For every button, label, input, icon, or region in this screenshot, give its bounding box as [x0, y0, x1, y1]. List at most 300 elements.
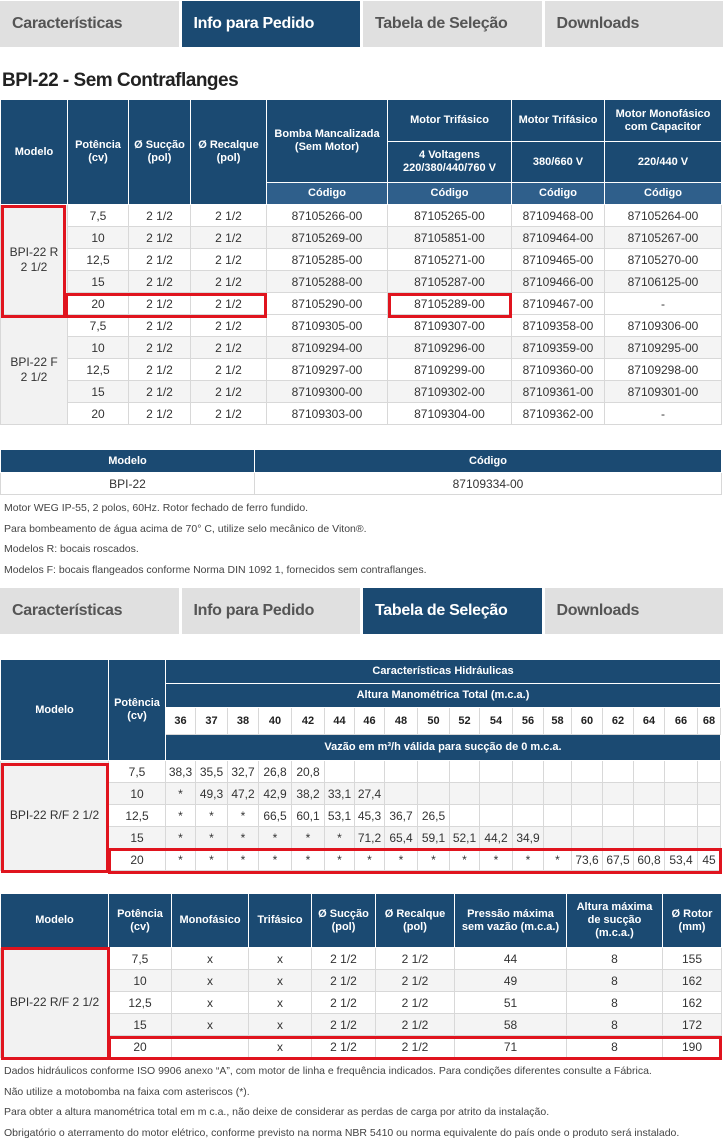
- model-cell: BPI-22 R/F 2 1/2: [1, 761, 109, 871]
- tab-bar-top: [0, 1, 723, 47]
- flow-cell: *: [480, 849, 513, 871]
- note: Modelos F: bocais flangeados conforme Norma DIN 1092 1, fornecidos sem contraflanges.: [4, 563, 427, 576]
- col-bomba: Bomba Mancalizada (Sem Motor): [267, 100, 388, 183]
- table-cell: 10: [109, 970, 172, 992]
- table-cell: 2 1/2: [376, 970, 455, 992]
- table-row: [1, 249, 722, 271]
- flow-cell: *: [325, 849, 355, 871]
- table-cell: 2 1/2: [129, 381, 191, 403]
- table-cell: 2 1/2: [191, 315, 267, 337]
- table-cell: 2 1/2: [191, 293, 267, 315]
- table-cell: 8: [567, 1036, 663, 1058]
- table-cell: 2 1/2: [191, 205, 267, 227]
- flow-cell: [544, 827, 572, 849]
- table-cell: 172: [663, 1014, 722, 1036]
- hyd-col-modelo: Modelo: [1, 660, 109, 761]
- table-cell: x: [172, 1014, 249, 1036]
- table-cell: 2 1/2: [129, 359, 191, 381]
- flow-cell: 45: [698, 849, 721, 871]
- height-header: 50: [418, 708, 450, 735]
- model-cell: BPI-22 F 2 1/2: [1, 315, 68, 425]
- flow-cell: 38,2: [292, 783, 325, 805]
- table-row: [1, 227, 722, 249]
- height-header: 44: [325, 708, 355, 735]
- flow-cell: 27,4: [355, 783, 385, 805]
- flow-cell: *: [196, 805, 228, 827]
- flow-cell: [665, 761, 698, 783]
- spec-col-header: Potência (cv): [109, 894, 172, 948]
- table-cell: 162: [663, 992, 722, 1014]
- height-header: 46: [355, 708, 385, 735]
- flow-cell: [698, 827, 721, 849]
- height-header: 60: [572, 708, 603, 735]
- flow-cell: 66,5: [259, 805, 292, 827]
- table-row: [1, 761, 721, 783]
- flow-cell: 73,6: [572, 849, 603, 871]
- table-cell: 87109298-00: [605, 359, 722, 381]
- col-codigo: Código: [388, 183, 512, 205]
- flow-cell: 45,3: [355, 805, 385, 827]
- table-cell: 87109358-00: [512, 315, 605, 337]
- flow-cell: 33,1: [325, 783, 355, 805]
- col-modelo: Modelo: [1, 100, 68, 205]
- spec-col-header: Monofásico: [172, 894, 249, 948]
- flow-cell: 71,2: [355, 827, 385, 849]
- flow-cell: *: [228, 827, 259, 849]
- flow-cell: *: [325, 827, 355, 849]
- flow-cell: [634, 827, 665, 849]
- table-cell: 87105271-00: [388, 249, 512, 271]
- table-cell: 2 1/2: [312, 992, 376, 1014]
- table-cell: 2 1/2: [129, 249, 191, 271]
- flow-cell: [544, 761, 572, 783]
- table-cell: 15: [68, 381, 129, 403]
- table-cell: 162: [663, 970, 722, 992]
- col-codigo: Código: [267, 183, 388, 205]
- table-row: [1, 849, 721, 871]
- flow-cell: [450, 761, 480, 783]
- table-cell: -: [605, 293, 722, 315]
- hyd-flow-label: Vazão em m³/h válida para sucção de 0 m.c.a.: [166, 735, 721, 761]
- table-row: [1, 337, 722, 359]
- table-cell: 2 1/2: [312, 1014, 376, 1036]
- flow-cell: 67,5: [603, 849, 634, 871]
- flow-cell: [698, 761, 721, 783]
- table-cell: 87109307-00: [388, 315, 512, 337]
- table-cell: 49: [455, 970, 567, 992]
- seal-table: [0, 449, 722, 495]
- table-row: [1, 293, 722, 315]
- table-cell: 10: [68, 227, 129, 249]
- table-cell: 2 1/2: [376, 1014, 455, 1036]
- table-cell: 2 1/2: [376, 992, 455, 1014]
- flow-cell: [450, 805, 480, 827]
- flow-cell: 65,4: [385, 827, 418, 849]
- table-cell: 2 1/2: [312, 948, 376, 970]
- table-cell: 2 1/2: [312, 970, 376, 992]
- notes-order: [4, 498, 427, 580]
- flow-cell: [572, 805, 603, 827]
- flow-cell: [603, 761, 634, 783]
- table-cell: 20: [68, 293, 129, 315]
- seal-col-codigo: Código: [255, 450, 722, 473]
- table-cell: 87109304-00: [388, 403, 512, 425]
- flow-cell: *: [544, 849, 572, 871]
- hyd-col-potencia: Potência (cv): [109, 660, 166, 761]
- table-cell: 87105288-00: [267, 271, 388, 293]
- table-cell: 2 1/2: [129, 271, 191, 293]
- flow-cell: 52,1: [450, 827, 480, 849]
- table-row: [1, 271, 722, 293]
- spec-col-header: Ø Recalque (pol): [376, 894, 455, 948]
- flow-cell: [572, 783, 603, 805]
- flow-cell: [603, 827, 634, 849]
- flow-cell: [418, 761, 450, 783]
- flow-cell: *: [259, 827, 292, 849]
- power-cell: 7,5: [109, 761, 166, 783]
- table-cell: 87105266-00: [267, 205, 388, 227]
- table-cell: [172, 1036, 249, 1058]
- flow-cell: [480, 783, 513, 805]
- table-row: [1, 970, 722, 992]
- table-cell: 71: [455, 1036, 567, 1058]
- flow-cell: [385, 761, 418, 783]
- tab-caracteristicas[interactable]: Características: [0, 1, 179, 47]
- table-row: [1, 381, 722, 403]
- table-cell: -: [605, 403, 722, 425]
- table-row: [1, 783, 721, 805]
- col-codigo: Código: [512, 183, 605, 205]
- flow-cell: *: [259, 849, 292, 871]
- table-cell: 87105851-00: [388, 227, 512, 249]
- col-codigo: Código: [605, 183, 722, 205]
- model-cell: BPI-22 R 2 1/2: [1, 205, 68, 315]
- flow-cell: 20,8: [292, 761, 325, 783]
- tab-downloads[interactable]: Downloads: [545, 1, 723, 47]
- flow-cell: 26,5: [418, 805, 450, 827]
- table-cell: 2 1/2: [191, 249, 267, 271]
- flow-cell: 60,8: [634, 849, 665, 871]
- flow-cell: *: [418, 849, 450, 871]
- table-cell: 8: [567, 992, 663, 1014]
- flow-cell: 32,7: [228, 761, 259, 783]
- flow-cell: 42,9: [259, 783, 292, 805]
- spec-col-header: Ø Rotor (mm): [663, 894, 722, 948]
- table-row: [1, 948, 722, 970]
- tab-bar-middle: [0, 588, 723, 634]
- note: Para bombeamento de água acima de 70° C, utilize selo mecânico de Viton®.: [4, 522, 367, 535]
- spec-col-header: Altura máxima de sucção (m.c.a.): [567, 894, 663, 948]
- tab-downloads[interactable]: Downloads: [545, 588, 723, 634]
- table-row: [1, 359, 722, 381]
- flow-cell: [450, 783, 480, 805]
- flow-cell: [698, 805, 721, 827]
- power-cell: 12,5: [109, 805, 166, 827]
- table-cell: 87105287-00: [388, 271, 512, 293]
- table-row: [1, 992, 722, 1014]
- col-succao: Ø Sucção (pol): [129, 100, 191, 205]
- flow-cell: [665, 805, 698, 827]
- flow-cell: *: [292, 827, 325, 849]
- table-cell: x: [172, 970, 249, 992]
- flow-cell: *: [196, 849, 228, 871]
- table-cell: 87109362-00: [512, 403, 605, 425]
- tab-tabela-selecao[interactable]: Tabela de Seleção: [363, 1, 542, 47]
- flow-cell: [665, 827, 698, 849]
- table-cell: 2 1/2: [191, 271, 267, 293]
- table-cell: 2 1/2: [191, 227, 267, 249]
- height-header: 62: [603, 708, 634, 735]
- table-cell: x: [249, 992, 312, 1014]
- table-cell: 87105265-00: [388, 205, 512, 227]
- col-motor-tri-2: Motor Trifásico: [512, 100, 605, 142]
- table-cell: 87109299-00: [388, 359, 512, 381]
- flow-cell: [634, 783, 665, 805]
- spec-col-header: Modelo: [1, 894, 109, 948]
- table-cell: 2 1/2: [129, 205, 191, 227]
- table-cell: 12,5: [68, 249, 129, 271]
- table-cell: 87105264-00: [605, 205, 722, 227]
- flow-cell: [418, 783, 450, 805]
- table-cell: 12,5: [68, 359, 129, 381]
- col-motor-tri-1-sub: 4 Voltagens 220/380/440/760 V: [388, 142, 512, 183]
- height-header: 36: [166, 708, 196, 735]
- flow-cell: [385, 783, 418, 805]
- flow-cell: *: [292, 849, 325, 871]
- table-cell: 12,5: [109, 992, 172, 1014]
- table-cell: 7,5: [68, 315, 129, 337]
- flow-cell: [480, 761, 513, 783]
- table-cell: 10: [68, 337, 129, 359]
- table-cell: 44: [455, 948, 567, 970]
- tab-caracteristicas[interactable]: Características: [0, 588, 179, 634]
- table-cell: 2 1/2: [376, 948, 455, 970]
- flow-cell: 59,1: [418, 827, 450, 849]
- flow-cell: [513, 805, 544, 827]
- table-cell: 87109295-00: [605, 337, 722, 359]
- table-cell: 2 1/2: [312, 1036, 376, 1058]
- table-cell: 87106125-00: [605, 271, 722, 293]
- table-row: [1, 1014, 722, 1036]
- height-header: 66: [665, 708, 698, 735]
- flow-cell: *: [196, 827, 228, 849]
- col-motor-mono: Motor Monofásico com Capacitor: [605, 100, 722, 142]
- page-title: BPI-22 - Sem Contraflanges: [2, 70, 239, 91]
- flow-cell: 44,2: [480, 827, 513, 849]
- table-cell: 2 1/2: [191, 381, 267, 403]
- power-cell: 20: [109, 849, 166, 871]
- table-cell: 87109465-00: [512, 249, 605, 271]
- flow-cell: [698, 783, 721, 805]
- spec-table: [0, 893, 722, 1058]
- table-cell: 8: [567, 1014, 663, 1036]
- flow-cell: [544, 805, 572, 827]
- table-cell: 155: [663, 948, 722, 970]
- table-cell: x: [249, 1014, 312, 1036]
- table-cell: x: [249, 1036, 312, 1058]
- flow-cell: 47,2: [228, 783, 259, 805]
- table-cell: 2 1/2: [191, 403, 267, 425]
- height-header: 38: [228, 708, 259, 735]
- flow-cell: [544, 783, 572, 805]
- height-header: 54: [480, 708, 513, 735]
- table-row: [1, 403, 722, 425]
- table-cell: 2 1/2: [129, 227, 191, 249]
- note: Dados hidráulicos conforme ISO 9906 anexo “A”, com motor de linha e frequência indicados. Para condições diferentes consulte a Fábrica.: [4, 1065, 652, 1077]
- note: Para obter a altura manométrica total em m c.a., não deixe de considerar as perdas de carga por atrito da instalação.: [4, 1106, 550, 1118]
- height-header: 68: [698, 708, 721, 735]
- height-header: 48: [385, 708, 418, 735]
- note: Motor WEG IP-55, 2 polos, 60Hz. Rotor fechado de ferro fundido.: [4, 502, 309, 514]
- note: Modelos R: bocais roscados.: [4, 543, 139, 555]
- height-header: 58: [544, 708, 572, 735]
- table-cell: 15: [109, 1014, 172, 1036]
- flow-cell: 53,4: [665, 849, 698, 871]
- table-cell: 58: [455, 1014, 567, 1036]
- order-table: [0, 99, 722, 425]
- table-cell: 2 1/2: [129, 403, 191, 425]
- power-cell: 15: [109, 827, 166, 849]
- tab-info-pedido[interactable]: Info para Pedido: [182, 588, 361, 634]
- table-cell: x: [249, 948, 312, 970]
- table-cell: 2 1/2: [191, 359, 267, 381]
- table-cell: 87109468-00: [512, 205, 605, 227]
- height-header: 42: [292, 708, 325, 735]
- table-cell: 15: [68, 271, 129, 293]
- flow-cell: 38,3: [166, 761, 196, 783]
- flow-cell: *: [513, 849, 544, 871]
- table-cell: 8: [567, 970, 663, 992]
- hyd-title: Características Hidráulicas: [166, 660, 721, 684]
- spec-col-header: Trifásico: [249, 894, 312, 948]
- table-cell: x: [249, 970, 312, 992]
- table-cell: 87105267-00: [605, 227, 722, 249]
- table-cell: 2 1/2: [129, 293, 191, 315]
- table-cell: 51: [455, 992, 567, 1014]
- flow-cell: *: [450, 849, 480, 871]
- height-header: 40: [259, 708, 292, 735]
- tab-info-pedido[interactable]: Info para Pedido: [182, 1, 361, 47]
- flow-cell: *: [166, 805, 196, 827]
- flow-cell: 26,8: [259, 761, 292, 783]
- flow-cell: *: [166, 827, 196, 849]
- hyd-subtitle: Altura Manométrica Total (m.c.a.): [166, 684, 721, 708]
- table-row: [1, 205, 722, 227]
- table-cell: 2 1/2: [191, 337, 267, 359]
- flow-cell: [665, 783, 698, 805]
- note: Não utilize a motobomba na faixa com asteriscos (*).: [4, 1085, 250, 1098]
- power-cell: 10: [109, 783, 166, 805]
- flow-cell: *: [228, 849, 259, 871]
- col-potencia: Potência (cv): [68, 100, 129, 205]
- table-cell: 7,5: [109, 948, 172, 970]
- flow-cell: 36,7: [385, 805, 418, 827]
- seal-code: 87109334-00: [255, 473, 722, 495]
- table-cell: 87105290-00: [267, 293, 388, 315]
- table-cell: 190: [663, 1036, 722, 1058]
- table-cell: 87109296-00: [388, 337, 512, 359]
- spec-col-header: Pressão máxima sem vazão (m.c.a.): [455, 894, 567, 948]
- table-cell: 87109300-00: [267, 381, 388, 403]
- flow-cell: [603, 783, 634, 805]
- table-cell: 2 1/2: [129, 337, 191, 359]
- table-cell: 87105285-00: [267, 249, 388, 271]
- flow-cell: *: [166, 849, 196, 871]
- flow-cell: [513, 761, 544, 783]
- height-header: 37: [196, 708, 228, 735]
- table-cell: 87109466-00: [512, 271, 605, 293]
- table-cell: 8: [567, 948, 663, 970]
- table-cell: 87109359-00: [512, 337, 605, 359]
- table-row: [1, 805, 721, 827]
- table-cell: 2 1/2: [129, 315, 191, 337]
- table-cell: 87109303-00: [267, 403, 388, 425]
- flow-cell: [634, 805, 665, 827]
- flow-cell: [603, 805, 634, 827]
- flow-cell: 35,5: [196, 761, 228, 783]
- table-cell: 87109305-00: [267, 315, 388, 337]
- table-cell: 87109301-00: [605, 381, 722, 403]
- table-cell: 87109464-00: [512, 227, 605, 249]
- height-header: 52: [450, 708, 480, 735]
- table-row: [1, 1036, 722, 1058]
- flow-cell: 53,1: [325, 805, 355, 827]
- flow-cell: [634, 761, 665, 783]
- flow-cell: *: [385, 849, 418, 871]
- table-cell: 20: [109, 1036, 172, 1058]
- table-cell: x: [172, 992, 249, 1014]
- flow-cell: *: [166, 783, 196, 805]
- table-cell: 87109360-00: [512, 359, 605, 381]
- flow-cell: [572, 761, 603, 783]
- height-header: 64: [634, 708, 665, 735]
- table-cell: 87109297-00: [267, 359, 388, 381]
- table-row: [1, 315, 722, 337]
- table-cell: 87105270-00: [605, 249, 722, 271]
- table-cell: 87109302-00: [388, 381, 512, 403]
- flow-cell: 49,3: [196, 783, 228, 805]
- table-cell: 87109294-00: [267, 337, 388, 359]
- flow-cell: [513, 783, 544, 805]
- table-cell: 87105269-00: [267, 227, 388, 249]
- table-cell: 7,5: [68, 205, 129, 227]
- height-header: 56: [513, 708, 544, 735]
- tab-tabela-selecao[interactable]: Tabela de Seleção: [363, 588, 542, 634]
- table-cell: 87109467-00: [512, 293, 605, 315]
- flow-cell: 34,9: [513, 827, 544, 849]
- note: Obrigatório o aterramento do motor elétrico, conforme previsto na norma NBR 5410 ou norma equivalente do país onde o produto será instalado.: [4, 1126, 680, 1139]
- hydraulic-table: [0, 659, 721, 871]
- model-cell: BPI-22 R/F 2 1/2: [1, 948, 109, 1058]
- flow-cell: *: [228, 805, 259, 827]
- table-cell: x: [172, 948, 249, 970]
- table-cell: 87109361-00: [512, 381, 605, 403]
- table-cell: 20: [68, 403, 129, 425]
- spec-col-header: Ø Sucção (pol): [312, 894, 376, 948]
- flow-cell: [355, 761, 385, 783]
- col-motor-tri-2-sub: 380/660 V: [512, 142, 605, 183]
- table-cell: 2 1/2: [376, 1036, 455, 1058]
- seal-col-modelo: Modelo: [1, 450, 255, 473]
- notes-selection: [4, 1061, 679, 1143]
- flow-cell: [480, 805, 513, 827]
- table-cell: 87109306-00: [605, 315, 722, 337]
- flow-cell: [325, 761, 355, 783]
- seal-model: BPI-22: [1, 473, 255, 495]
- table-row: [1, 827, 721, 849]
- col-motor-tri-1: Motor Trifásico: [388, 100, 512, 142]
- col-recalque: Ø Recalque (pol): [191, 100, 267, 205]
